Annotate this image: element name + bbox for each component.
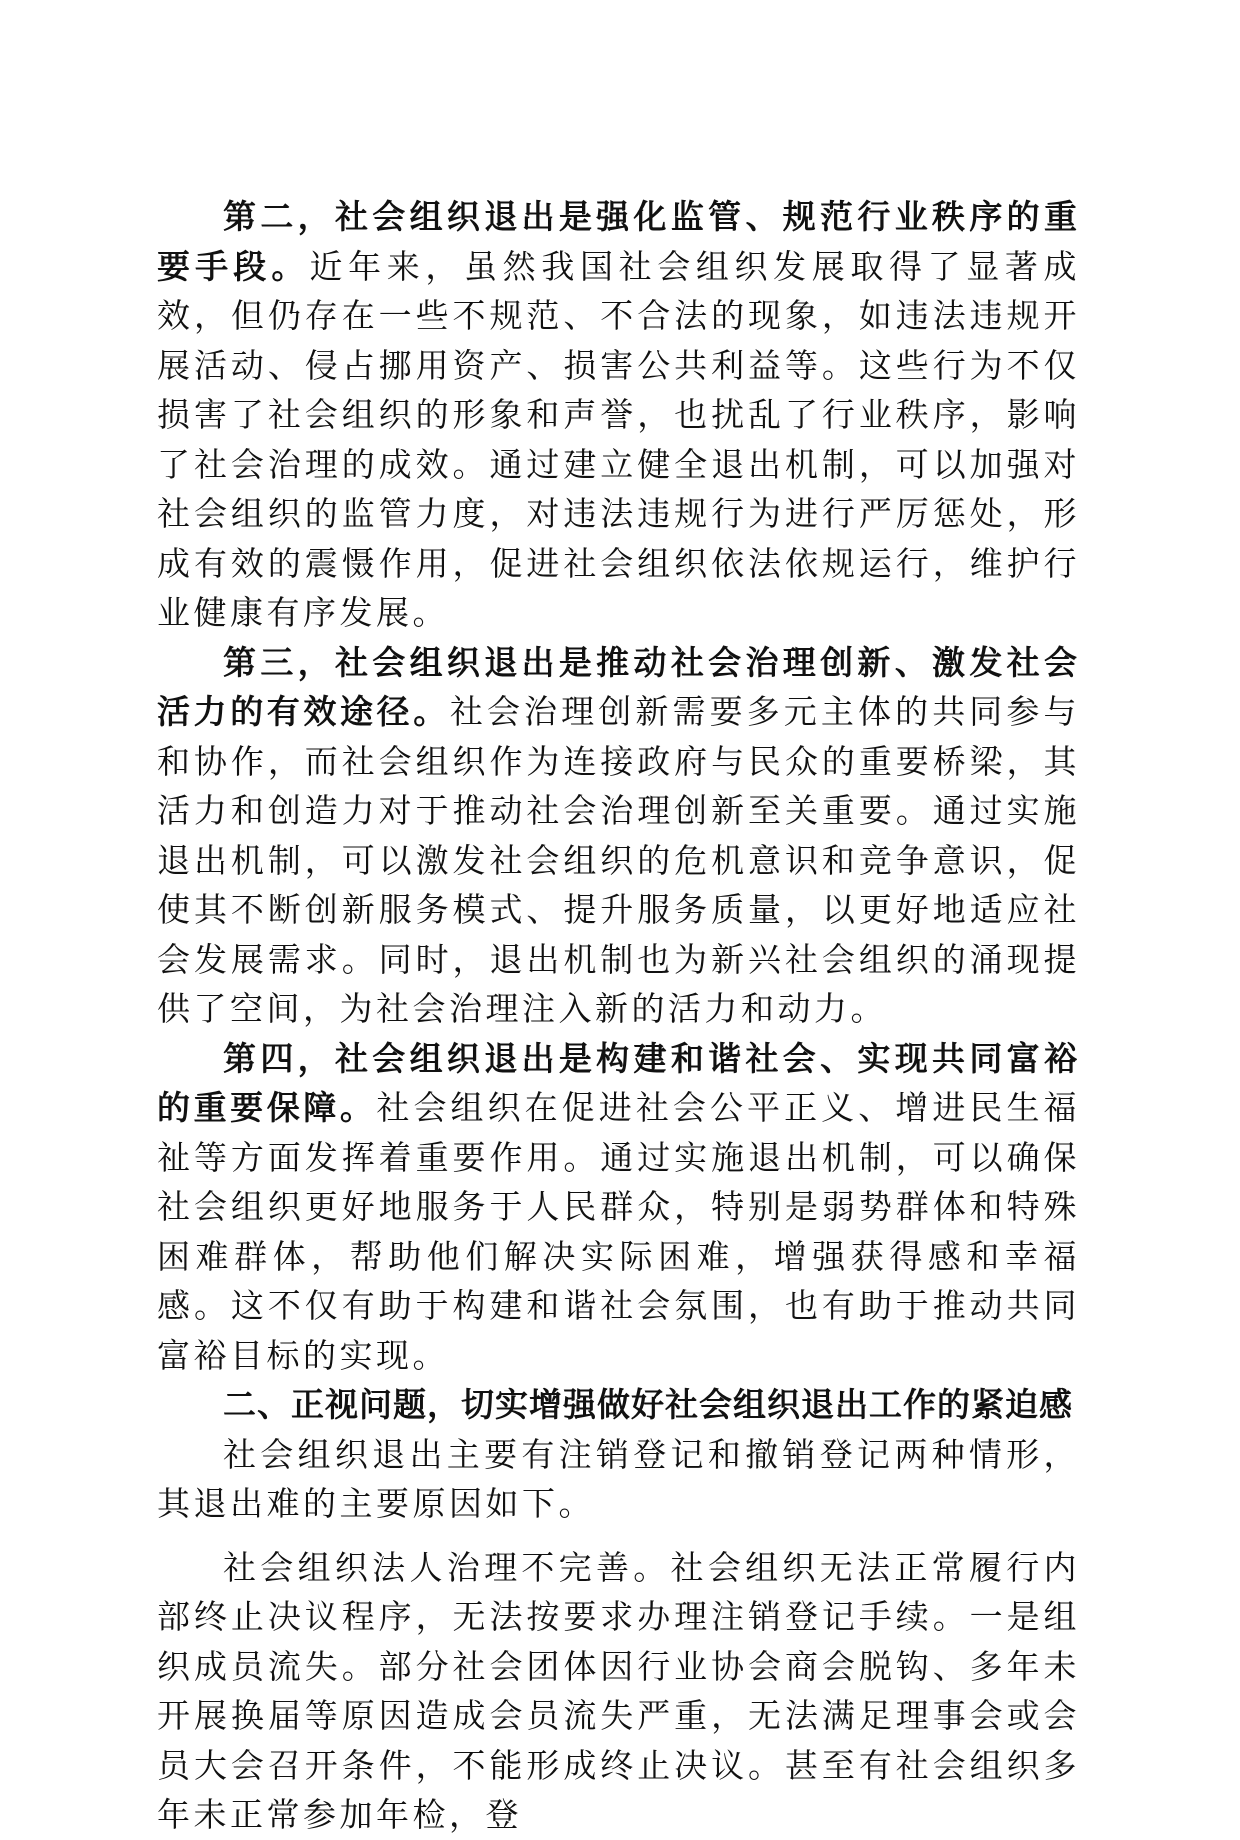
paragraph-lead: 第三，社会组织退出是推动社会治理创新、激发社会活力的有效途径。 [157,642,1080,731]
paragraph-lead: 第四，社会组织退出是构建和谐社会、实现共同富裕的重要保障。 [157,1038,1080,1127]
section-paragraph: 社会组织法人治理不完善。社会组织无法正常履行内部终止决议程序，无法按要求办理注销登记手续。一是组织成员流失。部分社会团体因行业协会商会脱钩、多年未开展换届等原因造成会员流失严重，无法满足理事会或会员大会召开条件，不能形成终止决议。甚至有社会组织多年未正常参加年检，登 [157,1547,1080,1834]
paragraph-fourth [157,1034,1080,1381]
paragraph-body: 近年来，虽然我国社会组织发展取得了显著成效，但仍存在一些不规范、不合法的现象，如违法违规开展活动、侵占挪用资产、损害公共利益等。这些行为不仅损害了社会组织的形象和声誉，也扰乱了行业秩序，影响了社会治理的成效。通过建立健全退出机制，可以加强对社会组织的监管力度，对违法违规行为进行严厉惩处，形成有效的震慑作用，促进社会组织依法依规运行，维护行业健康有序发展。 [157,246,1081,632]
paragraph-second [157,192,1080,638]
paragraph-body: 社会治理创新需要多元主体的共同参与和协作，而社会组织作为连接政府与民众的重要桥梁，其活力和创造力对于推动社会治理创新至关重要。通过实施退出机制，可以激发社会组织的危机意识和竞争意识，促使其不断创新服务模式、提升服务质量，以更好地适应社会发展需求。同时，退出机制也为新兴社会组织的涌现提供了空间，为社会治理注入新的活力和动力。 [157,692,1081,1028]
paragraph-body: 社会组织在促进社会公平正义、增进民生福祉等方面发挥着重要作用。通过实施退出机制，可以确保社会组织更好地服务于人民群众，特别是弱势群体和特殊困难群体，帮助他们解决实际困难，增强获得感和幸福感。这不仅有助于构建和谐社会氛围，也有助于推动共同富裕目标的实现。 [157,1088,1080,1375]
document-page [157,192,1080,1840]
section-heading: 二、正视问题，切实增强做好社会组织退出工作的紧迫感 [223,1385,1073,1424]
paragraph-third [157,638,1080,1034]
section-intro: 社会组织退出主要有注销登记和撤销登记两种情形，其退出难的主要原因如下。 [157,1434,1080,1523]
paragraph-lead: 第二，社会组织退出是强化监管、规范行业秩序的重要手段。 [157,197,1080,286]
